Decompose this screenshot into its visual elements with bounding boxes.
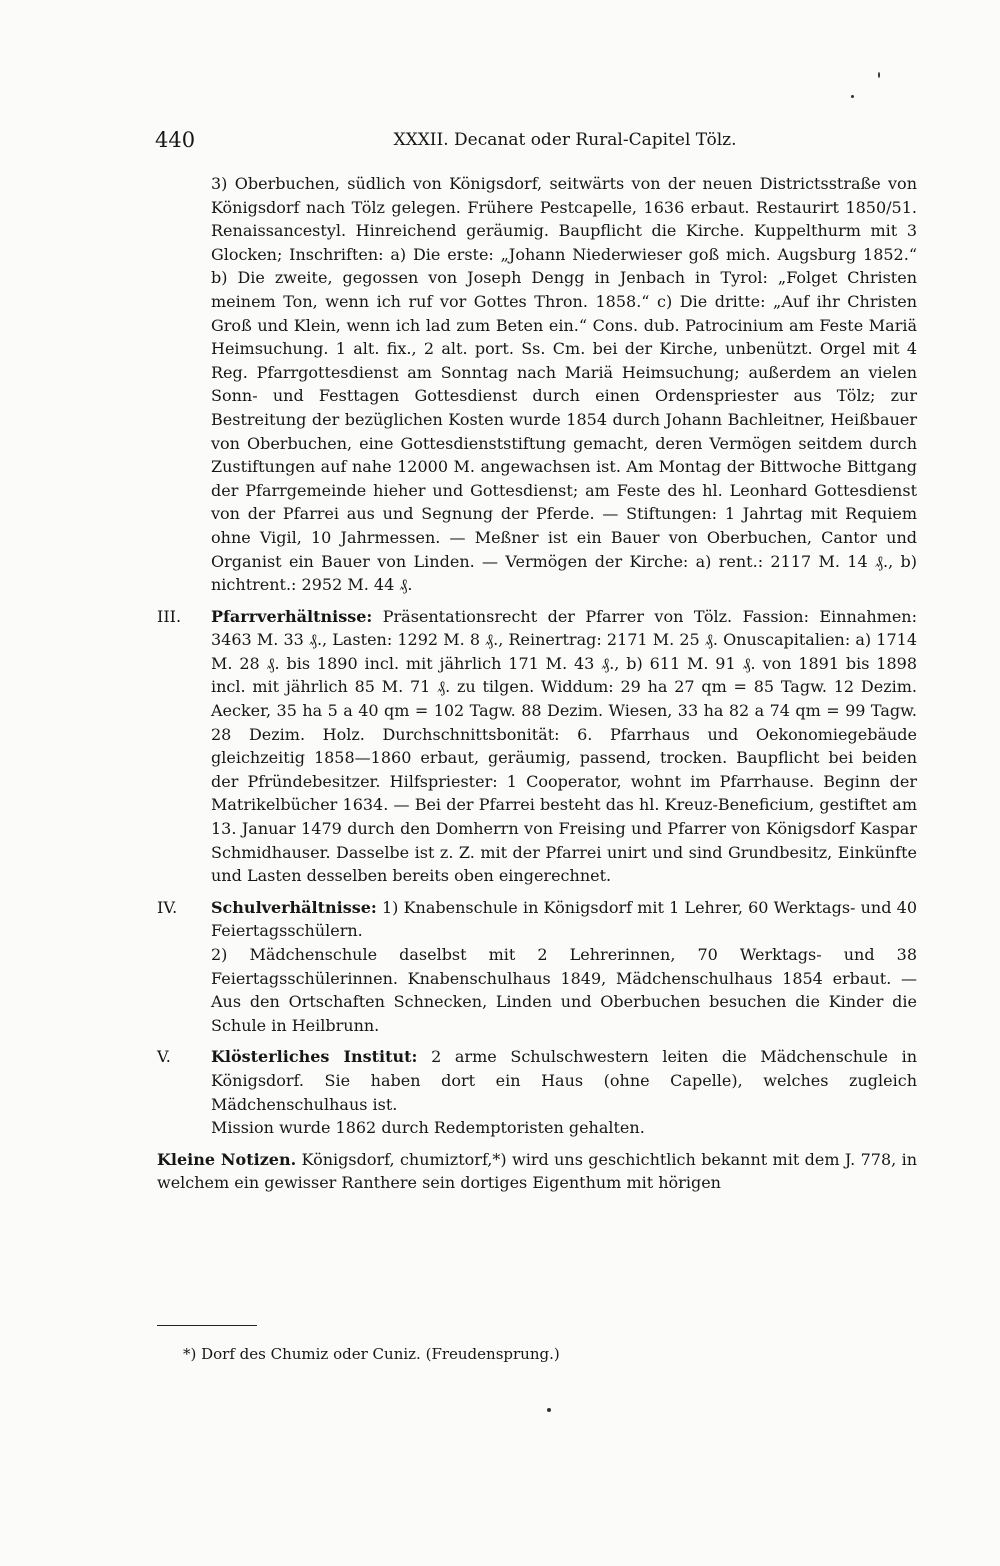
section-heading: Schulverhältnisse: xyxy=(211,897,377,917)
section-number: IV. xyxy=(157,897,178,917)
section-text: 2 arme Schulschwestern leiten die Mädchenschule in Königsdorf. Sie haben dort ein Haus (ohne Capelle), welches zugleich Mädchenschulhaus ist. xyxy=(211,1047,917,1114)
running-head xyxy=(155,128,915,158)
section-text: Königsdorf, chumiztorf,*) wird uns geschichtlich bekannt mit dem J. 778, in welchem ein gewisser Ranthere sein dortiges Eigenthum mit hörigen xyxy=(157,1149,918,1193)
section-text: 1) Knabenschule in Königsdorf mit 1 Lehrer, 60 Werktags- und 40 Feiertagsschülern. xyxy=(211,897,917,941)
running-title: XXXII. Decanat oder Rural-Capitel Tölz. xyxy=(393,130,737,150)
footnote: *) Dorf des Chumiz oder Cuniz. (Freudensprung.) xyxy=(183,1345,560,1363)
section-number: III. xyxy=(157,606,182,626)
paragraph-mission: Mission wurde 1862 durch Redemptoristen gehalten. xyxy=(211,1118,645,1138)
print-speck xyxy=(878,72,880,78)
paragraph-pfarrverhaeltnisse xyxy=(157,605,917,888)
body-text xyxy=(157,172,917,1195)
page-number: 440 xyxy=(155,128,196,152)
paragraph-maedchenschule: 2) Mädchenschule daselbst mit 2 Lehrerinnen, 70 Werktags- und 38 Feiertagsschülerinnen. Knabenschulhaus 1849, Mädchenschulhaus 1854 erbaut. — Aus den Ortschaften Schnecken, Linden und Oberbuchen besuchen die Kinder die Schule in Heilbrunn. xyxy=(211,945,917,1035)
section-heading: Klösterliches Institut: xyxy=(211,1047,418,1067)
paragraph-schulverhaeltnisse xyxy=(157,896,917,943)
section-text: Präsentationsrecht der Pfarrer von Tölz. Fassion: Einnahmen: 3463 M. 33 ₰., Lasten: 1292 M. 8 ₰., Reinertrag: 2171 M. 25 ₰. Onuscapitalien: a) 1714 M. 28 ₰. bis 1890 incl. mit jährlich 171 M. 43 ₰., b) 611 M. 91 ₰. von 1891 bis 1898 incl. mit jährlich 85 M. 71 ₰. zu tilgen. Widdum: 29 ha 27 qm = 85 Tagw. 12 Dezim. Aecker, 35 ha 5 a 40 qm = 102 Tagw. 88 Dezim. Wiesen, 33 ha 82 a 74 qm = 99 Tagw. 28 Dezim. Holz. Durchschnittsbonität: 6. Pfarrhaus und Oekonomiegebäude gleichzeitig 1858—1860 erbaut, geräumig, passend, trocken. Baupflicht bei beiden der Pfründebesitzer. Hilfspriester: 1 Cooperator, wohnt im Pfarrhause. Beginn der Matrikelbücher 1634. — Bei der Pfarrei besteht das hl. Kreuz-Beneficium, gestiftet am 13. Januar 1479 durch den Domherrn von Freising und Pfarrer von Königsdorf Kaspar Schmidhauser. Dasselbe ist z. Z. mit der Pfarrei unirt und sind Grundbesitz, Einkünfte und Lasten desselben bereits oben eingerechnet. xyxy=(211,606,917,886)
paragraph-oberbuchen: 3) Oberbuchen, südlich von Königsdorf, seitwärts von der neuen Districtsstraße von Königsdorf nach Tölz gelegen. Frühere Pestcapelle, 1636 erbaut. Restaurirt 1850/51. Renaissancestyl. Hinreichend geräumig. Baupflicht die Kirche. Kuppelthurm mit 3 Glocken; Inschriften: a) Die erste: „Johann Niederwieser goß mich. Augsburg 1852.“ b) Die zweite, gegossen von Joseph Dengg in Jenbach in Tyrol: „Folget Christen meinem Ton, wenn ich ruf vor Gottes Thron. 1858.“ c) Die dritte: „Auf ihr Christen Groß und Klein, wenn ich lad zum Beten ein.“ Cons. dub. Patrocinium am Feste Mariä Heimsuchung. 1 alt. fix., 2 alt. port. Ss. Cm. bei der Kirche, unbenützt. Orgel mit 4 Reg. Pfarrgottesdienst am Sonntag nach Mariä Heimsuchung; außerdem an vielen Sonn- und Festtagen Gottesdienst durch einen Ordenspriester aus Tölz; zur Bestreitung der bezüglichen Kosten wurde 1854 durch Johann Bachleitner, Heißbauer von Oberbuchen, eine Gottesdienststiftung gemacht, deren Vermögen seitdem durch Zustiftungen auf nahe 12000 M. angewachsen ist. Am Montag der Bittwoche Bittgang der Pfarrgemeinde hieher und Gottesdienst; am Feste des hl. Leonhard Gottesdienst von der Pfarrei aus und Segnung der Pferde. — Stiftungen: 1 Jahrtag mit Requiem ohne Vigil, 10 Jahrmessen. — Meßner ist ein Bauer von Oberbuchen, Cantor und Organist ein Bauer von Linden. — Vermögen der Kirche: a) rent.: 2117 M. 14 ₰., b) nichtrent.: 2952 M. 44 ₰. xyxy=(211,174,917,595)
paragraph-kleine-notizen xyxy=(157,1148,917,1195)
section-heading: Pfarrverhältnisse: xyxy=(211,606,373,626)
print-speck xyxy=(851,95,854,98)
print-speck xyxy=(547,1408,551,1412)
footnote-rule xyxy=(157,1325,257,1326)
section-heading: Kleine Notizen. xyxy=(157,1149,297,1169)
section-number: V. xyxy=(157,1047,171,1067)
paragraph-kloesterliches-institut xyxy=(157,1045,917,1116)
